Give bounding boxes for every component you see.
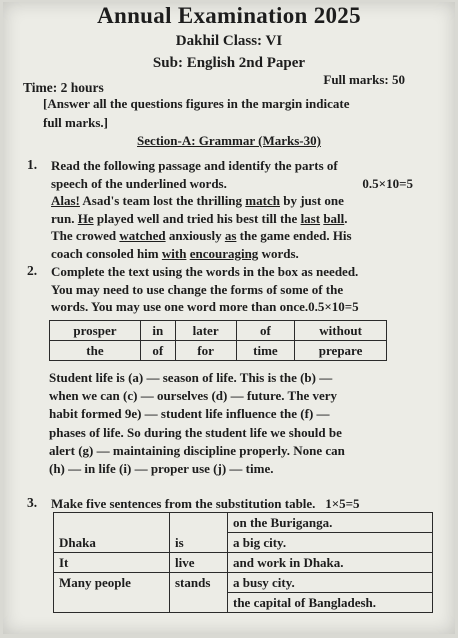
table-cell: Dhaka [54, 513, 170, 553]
exam-paper [3, 2, 455, 634]
q1-marks: 0.5×10=5 [362, 175, 413, 191]
table-row [54, 513, 433, 533]
q2-text-3: habit formed 9e) — student life influence the (f) — [49, 406, 330, 422]
question-1-number: 1. [27, 157, 38, 172]
q2-line-1: Complete the text using the words in the box as needed. [51, 264, 359, 279]
word-box-cell: in [140, 321, 175, 341]
q2-passage [49, 369, 429, 478]
instructions-line-1: [Answer all the questions figures in the margin indicate [43, 96, 350, 111]
q1-line-1: Read the following passage and identify the parts of [51, 158, 338, 173]
table-cell: stands [170, 573, 228, 613]
full-marks: Full marks: 50 [323, 72, 405, 87]
word-box-row [50, 341, 387, 361]
underlined-word: encouraging [189, 245, 259, 261]
word-box-cell: for [175, 341, 236, 361]
q1-line-5: The crowed watched anxiously as the game ended. His [51, 228, 352, 244]
q2-text-6: (h) — in life (i) — proper use (j) — time. [49, 461, 274, 477]
question-3-number: 3. [27, 495, 38, 510]
q3-marks: 1×5=5 [325, 496, 360, 511]
word-box-cell: the [50, 341, 141, 361]
q3-line-1: Make five sentences from the substitution table. 1×5=5 [51, 496, 360, 511]
q2-line-3: words. You may use one word more than once.0.5×10=5 [51, 299, 359, 315]
table-cell: and work in Dhaka. [228, 553, 433, 573]
q2-text-1: Student life is (a) — season of life. This is the (b) — [49, 370, 333, 385]
class-line: Dakhil Class: VI [175, 33, 283, 49]
table-cell: live [170, 553, 228, 573]
table-cell: a big city. [228, 533, 433, 553]
exam-title: Annual Examination 2025 [97, 3, 361, 28]
underlined-word: last [300, 210, 321, 226]
table-cell: Many people [54, 573, 170, 613]
subject-line: Sub: English 2nd Paper [152, 55, 306, 71]
question-3 [51, 495, 441, 513]
q2-text-4: phases of life. So during the student life we should be [49, 424, 342, 440]
question-2 [51, 263, 441, 316]
underlined-word: watched [119, 228, 166, 244]
table-cell: It [54, 553, 170, 573]
underlined-word: ball [323, 210, 345, 226]
word-box-cell: time [236, 341, 295, 361]
question-1 [51, 157, 423, 263]
section-a-title: Section-A: Grammar (Marks-30) [137, 133, 321, 148]
table-cell: on the Buriganga. [228, 513, 433, 533]
underlined-word: He [77, 210, 94, 226]
table-cell: the capital of Bangladesh. [228, 593, 433, 613]
instructions-line-2: full marks.] [43, 115, 108, 130]
time-allowed: Time: 2 hours [23, 80, 104, 95]
underlined-word: Alas! [51, 193, 80, 209]
table-row [54, 573, 433, 593]
word-box-cell: prosper [50, 321, 141, 341]
word-box-cell: without [295, 321, 387, 341]
q1-line-4: run. He played well and tried his best till the last ball. [51, 210, 348, 226]
instructions [43, 94, 403, 132]
word-box-cell: later [175, 321, 236, 341]
word-box [49, 320, 387, 361]
word-box-cell: prepare [295, 341, 387, 361]
question-2-number: 2. [27, 263, 38, 278]
word-box-cell: of [236, 321, 295, 341]
q1-line-3: Alas! Asad's team lost the thrilling match by just one [51, 193, 344, 209]
table-row [54, 553, 433, 573]
word-box-cell: of [140, 341, 175, 361]
word-box-row [50, 321, 387, 341]
underlined-word: match [245, 193, 280, 209]
table-cell: a busy city. [228, 573, 433, 593]
q2-text-2: when we can (c) — ourselves (d) — future. The very [49, 388, 338, 404]
underlined-word: as [224, 228, 237, 244]
q1-line-6: coach consoled him with encouraging words. [51, 245, 299, 261]
q2-text-5: alert (g) — maintaining discipline properly. None can [49, 442, 345, 458]
table-cell: is [170, 513, 228, 553]
q2-line-2: You may need to use change the forms of some of the [51, 281, 344, 297]
underlined-word: with [161, 245, 187, 261]
substitution-table [53, 512, 433, 613]
q1-line-2: speech of the underlined words. 0.5×10=5 [51, 175, 413, 191]
